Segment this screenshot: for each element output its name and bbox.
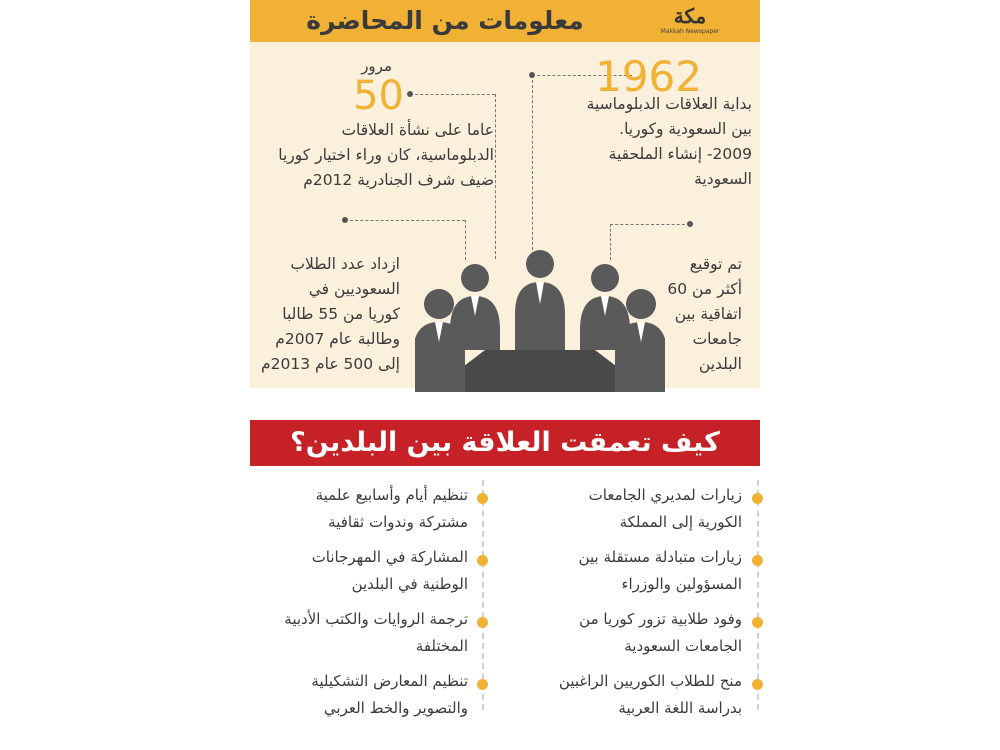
connector-dot	[407, 91, 413, 97]
left-list-line	[482, 480, 484, 710]
text-line: كوريا من 55 طالبا	[282, 305, 400, 323]
item-line: ترجمة الروايات والكتب الأدبية	[284, 610, 468, 628]
list-item	[502, 482, 742, 536]
right-list-line	[757, 480, 759, 710]
list-item	[228, 606, 468, 660]
year-number: 1962	[595, 52, 702, 101]
item-line: تنظيم أيام وأسابيع علمية	[315, 486, 468, 504]
text-line: ازداد عدد الطلاب	[290, 255, 400, 273]
top-banner	[250, 0, 760, 42]
text-line: البلدين	[698, 355, 742, 373]
item-line: الوطنية في البلدين	[351, 575, 468, 593]
connector-dot	[687, 221, 693, 227]
item-line: المختلفة	[415, 637, 468, 655]
connector-students-h	[345, 220, 465, 221]
text-line: السعوديين في	[308, 280, 400, 298]
text-line: أكثر من 60	[667, 280, 742, 298]
page-title: معلومات من المحاضرة	[306, 6, 584, 35]
year-text	[512, 92, 752, 192]
text-line: 2009- إنشاء الملحقية	[608, 145, 752, 163]
text-line: اتفاقية بين	[674, 305, 742, 323]
logo-subtitle: Makkah Newspaper	[660, 28, 720, 35]
list-item	[502, 606, 742, 660]
list-item	[228, 668, 468, 722]
connector-dot	[529, 72, 535, 78]
bullet-icon	[752, 555, 763, 566]
fifty-number: 50	[353, 73, 404, 119]
list-item	[228, 544, 468, 598]
text-line: الدبلوماسية، كان وراء اختيار كوريا	[278, 146, 494, 164]
text-line: السعودية	[694, 170, 752, 188]
text-line: تم توقيع	[689, 255, 742, 273]
bullet-icon	[477, 493, 488, 504]
bullet-icon	[752, 679, 763, 690]
item-line: بدراسة اللغة العربية	[618, 699, 742, 717]
list-item	[228, 482, 468, 536]
item-line: زيارات متبادلة مستقلة بين	[578, 548, 742, 566]
item-line: الكورية إلى المملكة	[619, 513, 742, 531]
text-line: بداية العلاقات الدبلوماسية	[586, 95, 752, 113]
bullet-icon	[477, 617, 488, 628]
connector-fifty-v	[495, 94, 496, 259]
info-panel	[250, 42, 760, 388]
item-line: وفود طلابية تزور كوريا من	[579, 610, 742, 628]
list-item	[502, 544, 742, 598]
newspaper-logo	[642, 4, 738, 38]
fifty-text	[254, 118, 494, 193]
bullet-icon	[477, 679, 488, 690]
section-banner	[250, 420, 760, 466]
connector-dot	[342, 217, 348, 223]
item-line: منح للطلاب الكوريين الراغبين	[558, 672, 742, 690]
connector-fifty-h	[410, 94, 495, 95]
item-line: زيارات لمديري الجامعات	[588, 486, 742, 504]
fifty-prefix: مرور	[361, 57, 392, 75]
item-line: مشتركة وندوات ثقافية	[328, 513, 468, 531]
logo-text: مكة	[673, 4, 707, 28]
bullet-icon	[477, 555, 488, 566]
item-line: المسؤولين والوزراء	[621, 575, 742, 593]
item-line: المشاركة في المهرجانات	[311, 548, 468, 566]
list-item	[502, 668, 742, 722]
text-line: جامعات	[692, 330, 742, 348]
students-text	[250, 252, 400, 377]
text-line: بين السعودية وكوريا.	[619, 120, 752, 138]
item-line: والتصوير والخط العربي	[323, 699, 468, 717]
text-line: ضيف شرف الجنادرية 2012م	[303, 171, 494, 189]
text-line: وطالبة عام 2007م	[275, 330, 400, 348]
bullet-icon	[752, 493, 763, 504]
connector-agree-h	[610, 224, 690, 225]
text-line: عاما على نشأة العلاقات	[341, 121, 494, 139]
item-line: تنظيم المعارض التشكيلية	[311, 672, 468, 690]
bullet-icon	[752, 617, 763, 628]
text-line: إلى 500 عام 2013م	[261, 355, 400, 373]
meeting-table-people-icon	[415, 242, 665, 392]
item-line: الجامعات السعودية	[624, 637, 742, 655]
section-title: كيف تعمقت العلاقة بين البلدين؟	[290, 427, 720, 458]
